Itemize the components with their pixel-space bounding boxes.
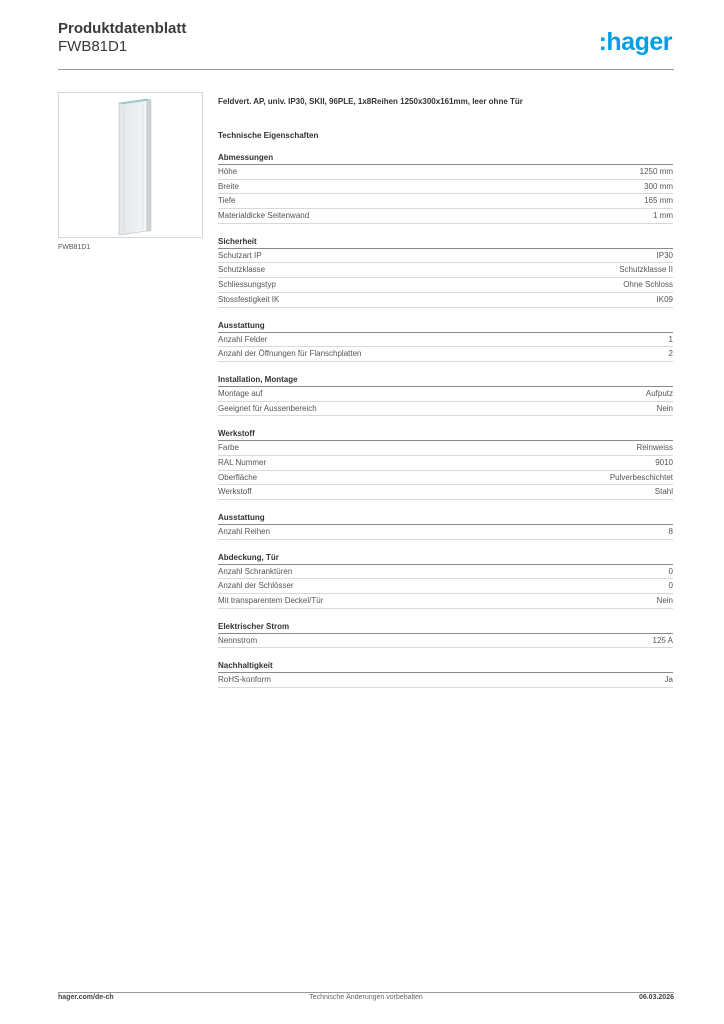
property-value: Ja <box>664 675 673 685</box>
property-value: 1 <box>668 334 673 344</box>
page-footer <box>58 994 674 1008</box>
property-label: Anzahl Felder <box>218 334 268 344</box>
property-value: Nein <box>656 403 673 413</box>
property-label: Breite <box>218 181 239 191</box>
property-value: Ohne Schloss <box>623 280 673 290</box>
property-row <box>218 634 673 649</box>
product-image <box>58 92 203 238</box>
property-value: Nein <box>656 596 673 606</box>
product-code: FWB81D1 <box>58 38 128 55</box>
header-divider <box>58 69 674 70</box>
tech-properties-heading: Technische Eigenschaften <box>218 131 319 140</box>
property-value: Pulverbeschichtet <box>609 472 673 482</box>
property-group <box>218 152 673 224</box>
property-value: Schutzklasse II <box>619 265 673 275</box>
property-row <box>218 209 673 224</box>
property-label: Werkstoff <box>218 487 252 497</box>
property-row <box>218 263 673 278</box>
property-label: Anzahl der Schlösser <box>218 581 294 591</box>
property-group <box>218 552 673 609</box>
property-value: 1250 mm <box>639 167 673 176</box>
property-value: 165 mm <box>644 196 673 206</box>
property-label: Anzahl Reihen <box>218 527 271 536</box>
group-heading: Werkstoff <box>218 428 673 441</box>
property-row <box>218 565 673 580</box>
property-label: RAL Nummer <box>218 457 267 467</box>
group-heading: Elektrischer Strom <box>218 621 673 634</box>
property-row <box>218 387 673 402</box>
property-row <box>218 485 673 500</box>
property-label: Höhe <box>218 167 238 176</box>
property-label: Materialdicke Seitenwand <box>218 211 310 221</box>
property-row <box>218 249 673 264</box>
property-label: Geeignet für Aussenbereich <box>218 403 317 413</box>
page-header <box>58 20 674 68</box>
enclosure-illustration <box>59 93 204 239</box>
hager-logo: :hager <box>598 28 672 56</box>
group-heading: Abdeckung, Tür <box>218 552 673 565</box>
property-value: Stahl <box>654 487 673 497</box>
property-label: Tiefe <box>218 196 236 206</box>
property-row <box>218 594 673 609</box>
property-value: IK09 <box>656 294 673 304</box>
property-label: Schutzart IP <box>218 250 262 260</box>
property-row <box>218 456 673 471</box>
property-label: Anzahl der Öffnungen für Flanschplatten <box>218 349 362 359</box>
property-group <box>218 236 673 308</box>
property-value: Aufputz <box>645 388 673 398</box>
footer-website: hager.com/de-ch <box>58 994 114 1001</box>
property-group <box>218 660 673 688</box>
property-value: Reinweiss <box>636 443 673 453</box>
footer-divider <box>58 992 674 993</box>
property-label: RoHS-konform <box>218 675 271 685</box>
page-title: Produktdatenblatt <box>58 20 187 37</box>
property-label: Stossfestigkeit IK <box>218 294 280 304</box>
group-heading: Ausstattung <box>218 320 673 333</box>
property-value: 2 <box>668 349 673 359</box>
property-group <box>218 374 673 416</box>
property-label: Anzahl Schranktüren <box>218 566 293 576</box>
product-description: Feldvert. AP, univ. IP30, SKII, 96PLE, 1x8Reihen 1250x300x161mm, leer ohne Tür <box>218 97 523 106</box>
property-row <box>218 525 673 540</box>
property-row <box>218 347 673 362</box>
property-label: Oberfläche <box>218 472 258 482</box>
group-heading: Sicherheit <box>218 236 673 249</box>
property-row <box>218 165 673 180</box>
group-heading: Ausstattung <box>218 512 673 525</box>
group-heading: Abmessungen <box>218 152 673 165</box>
property-groups <box>218 152 673 688</box>
property-value: 125 A <box>652 635 673 645</box>
property-value: 1 mm <box>653 211 673 221</box>
property-row <box>218 194 673 209</box>
property-group <box>218 512 673 540</box>
group-heading: Nachhaltigkeit <box>218 660 673 673</box>
property-label: Schliessungstyp <box>218 280 276 290</box>
property-label: Nennstrom <box>218 635 258 645</box>
image-caption: FWB81D1 <box>58 244 91 251</box>
property-group <box>218 621 673 649</box>
property-row <box>218 579 673 594</box>
property-row <box>218 673 673 688</box>
property-row <box>218 441 673 456</box>
group-heading: Installation, Montage <box>218 374 673 387</box>
property-value: 8 <box>668 527 673 536</box>
property-value: 0 <box>668 566 673 576</box>
property-value: 300 mm <box>644 181 673 191</box>
product-details <box>218 96 673 688</box>
footer-date: 06.03.2026 <box>638 994 674 1001</box>
property-value: 0 <box>668 581 673 591</box>
property-label: Montage auf <box>218 388 263 398</box>
property-value: IP30 <box>656 250 673 260</box>
property-group <box>218 320 673 362</box>
property-value: 9010 <box>655 457 673 467</box>
footer-note: Technische Änderungen vorbehalten <box>309 994 423 1001</box>
property-label: Farbe <box>218 443 239 453</box>
property-row <box>218 293 673 308</box>
property-row <box>218 333 673 348</box>
property-row <box>218 180 673 195</box>
property-label: Schutzklasse <box>218 265 266 275</box>
logo-text: hager <box>606 28 672 56</box>
property-row <box>218 402 673 417</box>
property-row <box>218 471 673 486</box>
property-label: Mit transparentem Deckel/Tür <box>218 596 324 606</box>
property-group <box>218 428 673 500</box>
property-row <box>218 278 673 293</box>
